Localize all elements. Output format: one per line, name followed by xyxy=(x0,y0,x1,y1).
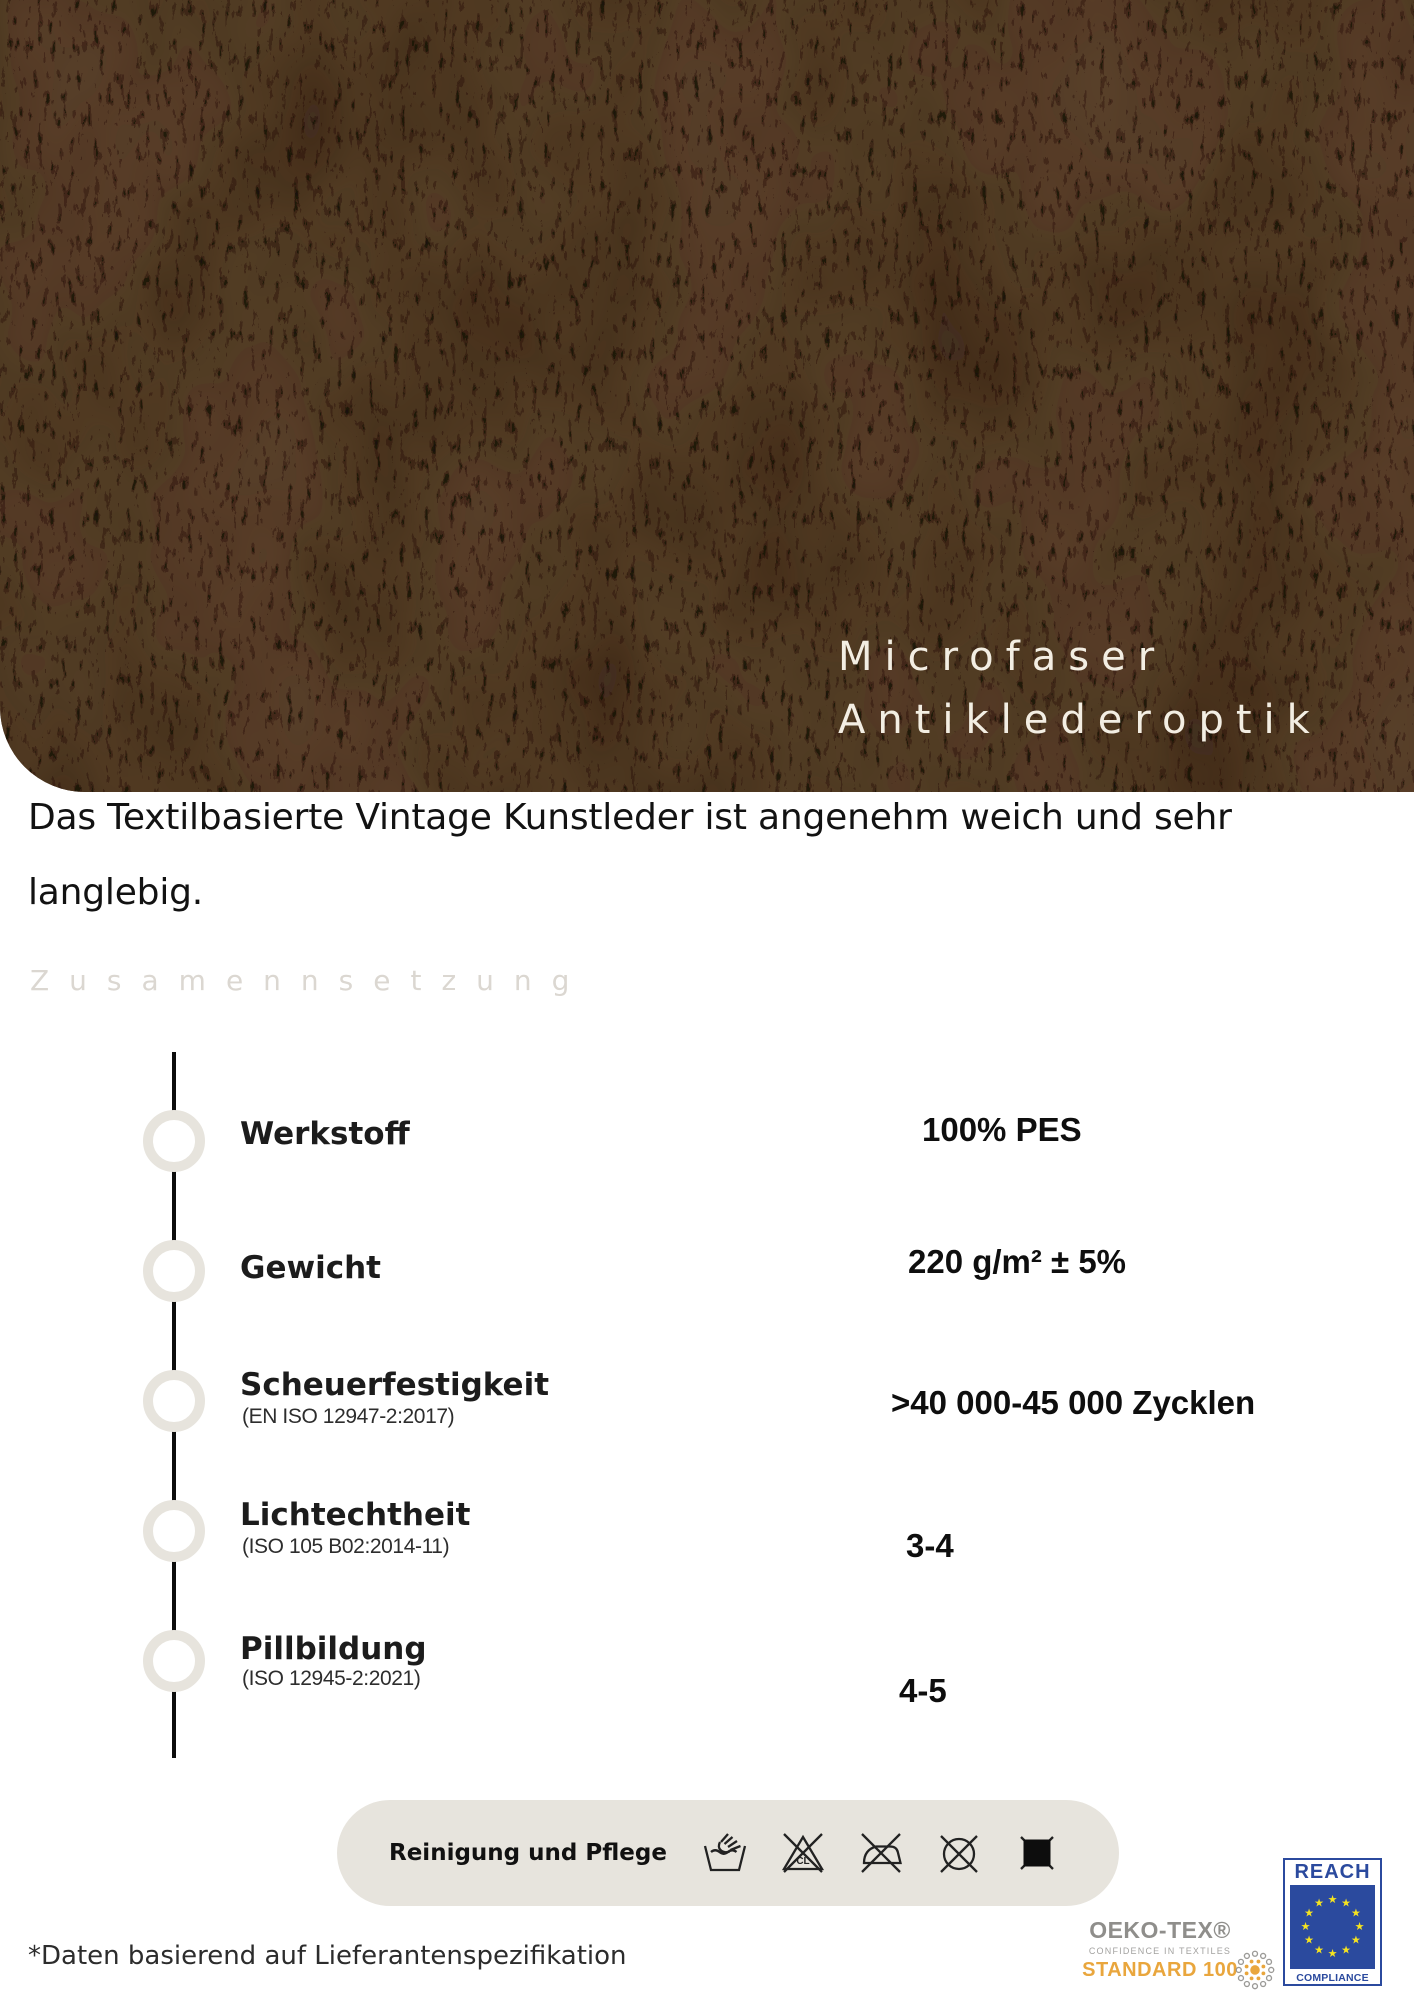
timeline-bullet xyxy=(143,1630,205,1692)
spec-value-gewicht: 220 g/m² ± 5% xyxy=(908,1243,1127,1280)
oekotex-brand: OEKO-TEX® xyxy=(1089,1917,1231,1943)
oekotex-logo xyxy=(1080,1917,1240,1982)
spec-label-scheuerfestigkeit: Scheuerfestigkeit xyxy=(240,1367,550,1403)
oekotex-tagline: CONFIDENCE IN TEXTILES xyxy=(1088,1946,1232,1956)
do-not-bleach-icon xyxy=(779,1829,827,1877)
spec-standard-pillbildung: (ISO 12945-2:2021) xyxy=(242,1667,421,1690)
timeline-bullet xyxy=(143,1240,205,1302)
leather-texture-image xyxy=(0,0,1414,792)
spec-label-gewicht: Gewicht xyxy=(240,1250,381,1286)
spec-standard-scheuerfestigkeit: (EN ISO 12947-2:2017) xyxy=(242,1405,455,1428)
timeline-bullet xyxy=(143,1500,205,1562)
care-section xyxy=(337,1800,1119,1906)
eu-stars-icon: ★ ★ ★ ★ ★ ★ ★ ★ ★ ★ ★ ★ xyxy=(1290,1885,1375,1969)
hand-wash-icon xyxy=(701,1829,749,1877)
timeline-bullet xyxy=(143,1110,205,1172)
spec-value-pillbildung: 4-5 xyxy=(899,1672,947,1709)
do-not-iron-icon xyxy=(857,1829,905,1877)
hero-title-line1: Microfaser xyxy=(838,634,1167,680)
oekotex-standard: STANDARD 100 xyxy=(1082,1959,1238,1981)
oekotex-flower-icon xyxy=(1234,1947,1276,1991)
hero-title xyxy=(838,626,1322,752)
hero-title-line2: Antiklederoptik xyxy=(838,697,1322,743)
spec-value-lichtechtheit: 3-4 xyxy=(906,1527,954,1564)
timeline-bullet xyxy=(143,1370,205,1432)
reach-subtitle: COMPLIANCE xyxy=(1296,1972,1369,1984)
care-icons xyxy=(701,1829,1061,1877)
spec-label-lichtechtheit: Lichtechtheit xyxy=(240,1497,471,1533)
spec-value-werkstoff: 100% PES xyxy=(922,1111,1082,1148)
care-label: Reinigung und Pflege xyxy=(389,1840,667,1866)
spec-standard-lichtechtheit: (ISO 105 B02:2014-11) xyxy=(242,1535,450,1558)
composition-heading: Zusamennsetzung xyxy=(30,964,590,997)
dark-filled-square-icon xyxy=(1013,1829,1061,1877)
reach-title: REACH xyxy=(1294,1861,1371,1883)
intro-paragraph: Das Textilbasierte Vintage Kunstleder ist angenehm weich und sehr langlebig. xyxy=(28,797,1232,913)
footnote: *Daten basierend auf Lieferantenspezifikation xyxy=(28,1941,627,1971)
spec-label-werkstoff: Werkstoff xyxy=(240,1116,410,1152)
spec-label-pillbildung: Pillbildung xyxy=(240,1631,427,1667)
svg-text:CL: CL xyxy=(796,1856,810,1867)
reach-logo xyxy=(1283,1858,1382,1986)
spec-value-scheuerfestigkeit: >40 000-45 000 Zycklen xyxy=(891,1384,1256,1421)
do-not-dry-clean-icon xyxy=(935,1829,983,1877)
